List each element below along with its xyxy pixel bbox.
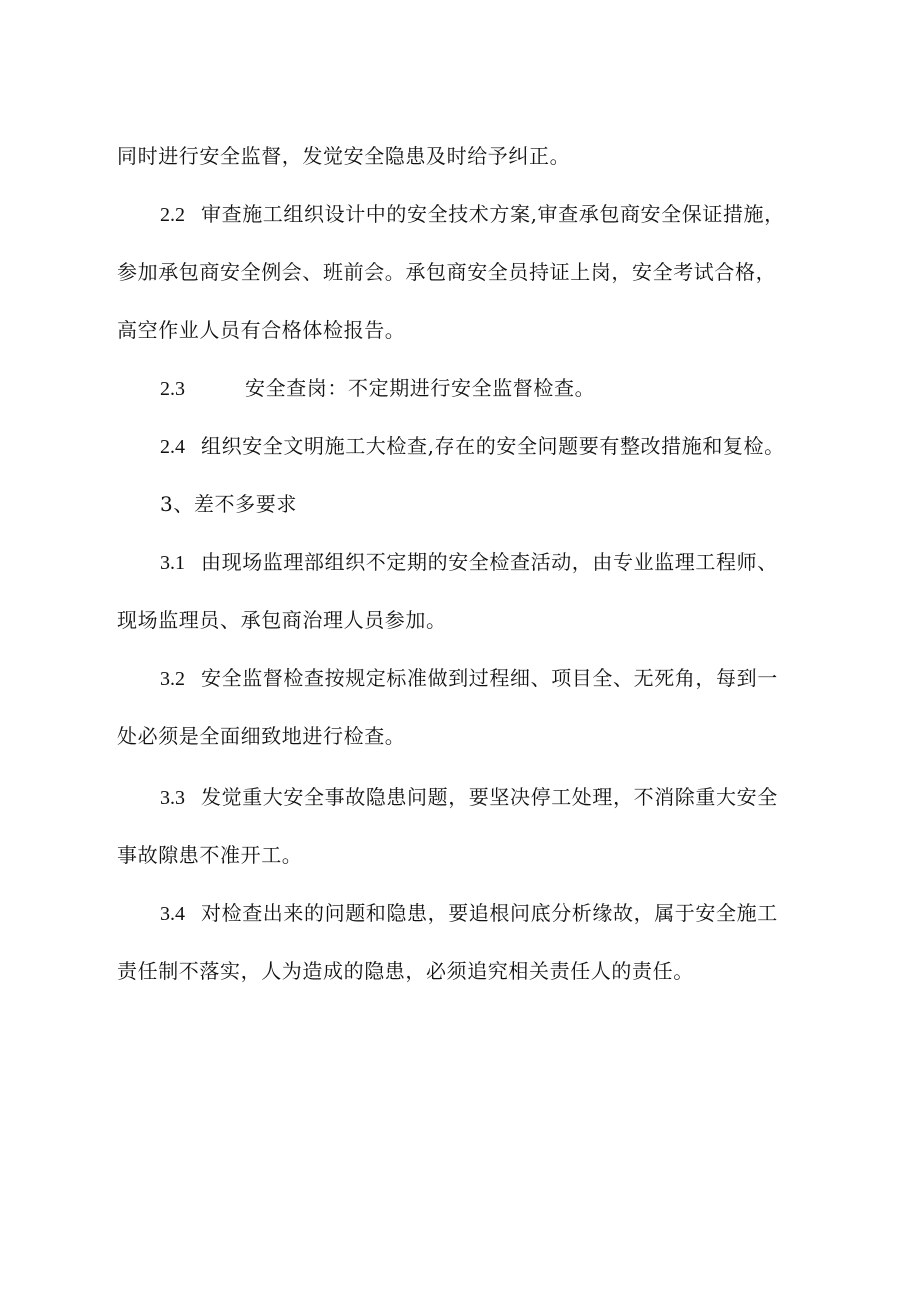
line-text: 安全监督检查按规定标准做到过程细、项目全、无死角，每到一 bbox=[201, 666, 778, 690]
clause-3-3 bbox=[160, 783, 778, 812]
clause-3-4 bbox=[160, 899, 778, 928]
clause-number: 3.1 bbox=[160, 552, 185, 574]
clause-2-2 bbox=[160, 200, 785, 229]
line-text: 现场监理员、承包商治理人员参加。 bbox=[117, 608, 447, 632]
clause-number: 3.2 bbox=[160, 668, 185, 690]
line-text: 责任制不落实，人为造成的隐患，必须追究相关责任人的责任。 bbox=[117, 959, 694, 983]
clause-number: 3.4 bbox=[160, 903, 185, 925]
clause-3-2 bbox=[160, 664, 778, 693]
clause-3-1 bbox=[160, 548, 778, 577]
line-text: 发觉重大安全事故隐患问题，要坚决停工处理，不消除重大安全 bbox=[201, 785, 778, 809]
clause-number: 2.2 bbox=[160, 204, 185, 226]
clause-2-3 bbox=[160, 374, 595, 403]
text-line bbox=[117, 316, 405, 344]
text-line bbox=[117, 142, 570, 170]
text-line bbox=[117, 957, 694, 985]
line-text: 同时进行安全监督，发觉安全隐患及时给予纠正。 bbox=[117, 144, 571, 168]
clause-number: 2.4 bbox=[160, 436, 185, 458]
line-text: 参加承包商安全例会、班前会。承包商安全员持证上岗，安全考试合格， bbox=[117, 260, 777, 284]
line-text: 事故隙患不准开工。 bbox=[117, 843, 303, 867]
clause-number: 3.3 bbox=[160, 787, 185, 809]
section-heading bbox=[160, 490, 297, 518]
text-line bbox=[117, 722, 405, 750]
text-line bbox=[117, 606, 447, 634]
line-text: 对检查出来的问题和隐患，要追根问底分析缘故，属于安全施工 bbox=[201, 901, 778, 925]
line-text: 处必须是全面细致地进行检查。 bbox=[117, 724, 406, 748]
text-line bbox=[117, 841, 302, 869]
line-text: 安全查岗：不定期进行安全监督检查。 bbox=[245, 376, 596, 400]
line-text: 审查施工组织设计中的安全技术方案,审查承包商安全保证措施， bbox=[201, 202, 785, 226]
clause-2-4 bbox=[160, 432, 785, 461]
section-heading-text: 3、差不多要求 bbox=[160, 492, 297, 516]
line-text: 高空作业人员有合格体检报告。 bbox=[117, 318, 406, 342]
text-line bbox=[117, 258, 776, 286]
clause-number: 2.3 bbox=[160, 378, 185, 400]
line-text: 组织安全文明施工大检查,存在的安全问题要有整改措施和复检。 bbox=[201, 434, 785, 458]
line-text: 由现场监理部组织不定期的安全检查活动，由专业监理工程师、 bbox=[201, 550, 778, 574]
